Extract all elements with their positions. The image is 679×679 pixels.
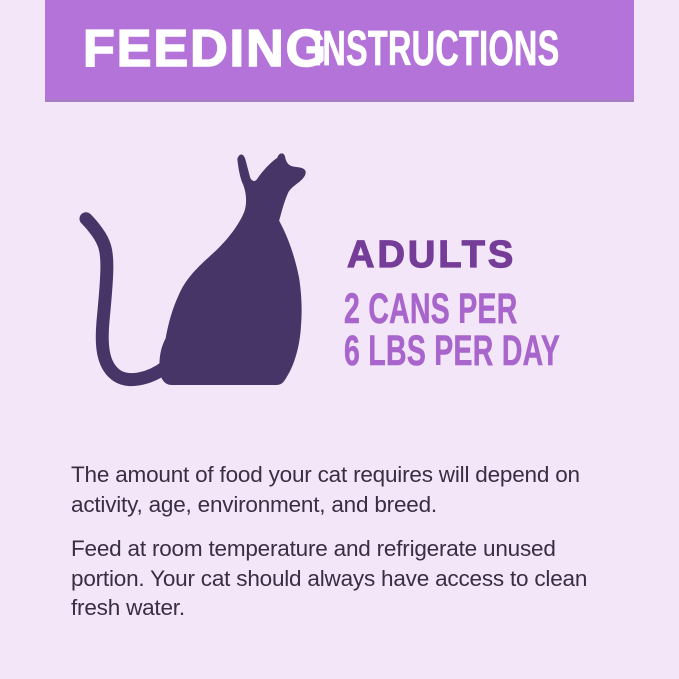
feeding-group-label: ADULTS	[347, 234, 517, 276]
feeding-amount-line-1: 2 CANS PER	[344, 285, 518, 333]
note-depends-on	[71, 460, 631, 519]
header-banner	[45, 0, 634, 102]
feeding-amount	[344, 285, 672, 375]
note-line: The amount of food your cat requires will depend on	[71, 462, 580, 487]
note-line: Feed at room temperature and refrigerate unused	[71, 536, 556, 561]
note-line: fresh water.	[71, 595, 185, 620]
header-title-primary: FEEDING	[83, 20, 329, 78]
note-serving-advice	[71, 534, 631, 623]
note-line: portion. Your cat should always have access to clean	[71, 565, 588, 591]
header-title-secondary: INSTRUCTIONS	[313, 22, 560, 76]
note-line: activity, age, environment, and breed.	[71, 491, 437, 517]
feeding-amount-line-2: 6 LBS PER DAY	[344, 327, 561, 375]
cat-silhouette-icon	[79, 151, 308, 390]
